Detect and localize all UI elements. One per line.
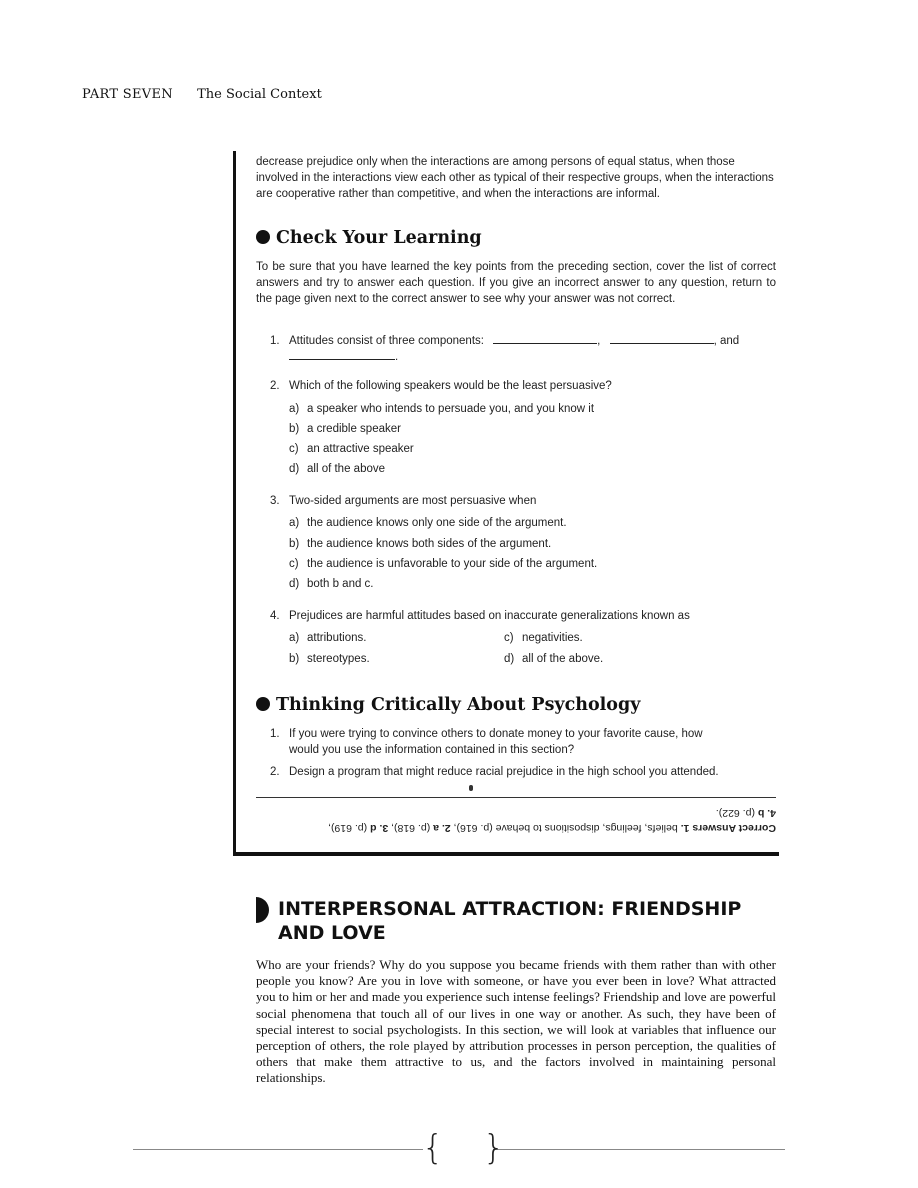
option-text: both b and c. xyxy=(307,578,374,590)
section-heading xyxy=(256,897,786,945)
item-text: would you use the information contained in this section? xyxy=(289,744,575,756)
question-1-line2 xyxy=(289,349,398,365)
item-text: Design a program that might reduce racial prejudice in the high school you attended. xyxy=(289,766,719,778)
answers-line-2 xyxy=(256,805,776,820)
critical-item-2 xyxy=(270,764,719,780)
question-number: 4. xyxy=(270,610,280,622)
option-letter: c) xyxy=(289,558,299,570)
question-number: 3. xyxy=(270,495,280,507)
answer-letter: d xyxy=(370,822,377,834)
option-letter: a) xyxy=(289,517,300,529)
option xyxy=(289,578,374,590)
option-letter: b) xyxy=(289,423,300,435)
option xyxy=(289,558,597,570)
answer-letter: a xyxy=(433,822,439,834)
option-letter: b) xyxy=(289,538,300,550)
option-letter: c) xyxy=(289,443,299,455)
option xyxy=(289,632,366,644)
question-1 xyxy=(270,333,776,349)
answer-number: 1. xyxy=(680,822,690,834)
chapter-title: The Social Context xyxy=(197,87,322,102)
item-text: If you were trying to convince others to donate money to your favorite cause, how xyxy=(289,728,703,740)
option xyxy=(289,653,370,665)
option xyxy=(504,653,603,665)
option-text: the audience knows only one side of the argument. xyxy=(307,517,567,529)
critical-item-1 xyxy=(270,726,703,742)
answer-text: (p. 619), xyxy=(328,822,368,834)
body-paragraph: Who are your friends? Why do you suppose you became friends with them rather than with other people you know? Are you in love with someone, or have you ever been in love? What attracted you to him or her and made you experience such intense feelings? Friendship and love are powerful social phenomena that touch all of our lives in one way or another. As such, they have been of special interest to social psychologists. In this section, we will look at variables that influence our perception of others, the role played by attribution processes in person perception, the qualities of others that make them attractive to us, and the factors involved in maintaining personal relationships. xyxy=(256,957,776,1086)
option xyxy=(289,517,567,529)
question-text: Two-sided arguments are most persuasive when xyxy=(289,495,537,507)
question-text: Which of the following speakers would be the least persuasive? xyxy=(289,380,612,392)
instructions-paragraph: To be sure that you have learned the key points from the preceding section, cover the list of correct answers and try to answer each question. If you give an incorrect answer to any question, return to the page given next to the correct answer to see why your answer was not correct. xyxy=(256,261,776,305)
check-learning-heading xyxy=(256,228,482,248)
heading-text: Thinking Critically About Psychology xyxy=(276,695,641,715)
answers-line-1 xyxy=(256,820,776,835)
correct-answers xyxy=(256,805,776,835)
option-text: all of the above. xyxy=(522,653,604,665)
option-letter: d) xyxy=(504,653,515,665)
question-4 xyxy=(270,608,690,624)
question-number: 2. xyxy=(270,380,280,392)
part-label: PART SEVEN xyxy=(82,87,173,102)
right-brace: } xyxy=(483,1128,505,1168)
item-number: 1. xyxy=(270,728,280,740)
heading-text: Check Your Learning xyxy=(276,228,482,248)
answers-label: Correct Answers xyxy=(692,822,776,834)
bullet-icon xyxy=(256,230,270,244)
running-header xyxy=(82,87,322,102)
option-text: negativities. xyxy=(522,632,583,644)
bullet-icon xyxy=(256,697,270,711)
answer-number: 3. xyxy=(379,822,389,834)
answer-blank xyxy=(493,333,597,344)
option-text: a credible speaker xyxy=(307,423,401,435)
footer-rule-left xyxy=(133,1149,423,1150)
option-text: the audience knows both sides of the argument. xyxy=(307,538,552,550)
option-text: the audience is unfavorable to your side of the argument. xyxy=(307,558,598,570)
option xyxy=(289,403,594,415)
option-letter: b) xyxy=(289,653,300,665)
option-letter: c) xyxy=(504,632,514,644)
option xyxy=(289,463,385,475)
option-text: a speaker who intends to persuade you, and you know it xyxy=(307,403,595,415)
intro-paragraph: decrease prejudice only when the interactions are among persons of equal status, when those involved in the interactions view each other as typical of their respective groups, when the interactions are cooperative rather than competitive, and when the interactions are informal. xyxy=(256,156,774,200)
question-text: Prejudices are harmful attitudes based on inaccurate generalizations known as xyxy=(289,610,690,622)
answer-number: 4. xyxy=(767,807,776,819)
option-letter: a) xyxy=(289,403,300,415)
heading-line-1: INTERPERSONAL ATTRACTION: FRIENDSHIP xyxy=(278,898,742,920)
answer-text: (p. 618), xyxy=(391,822,431,834)
question-number: 1. xyxy=(270,335,280,347)
option xyxy=(289,538,551,550)
footer-rule-right xyxy=(493,1149,785,1150)
separator: . xyxy=(395,351,399,363)
answer-blank xyxy=(289,349,395,360)
separator: , and xyxy=(713,335,740,347)
heading-line-2: AND LOVE xyxy=(278,922,386,944)
option xyxy=(504,632,583,644)
option-text: attributions. xyxy=(307,632,367,644)
option-text: an attractive speaker xyxy=(307,443,414,455)
option xyxy=(289,423,401,435)
thinking-critically-heading xyxy=(256,695,640,715)
option xyxy=(289,443,414,455)
answer-text: (p. 622). xyxy=(715,807,755,819)
option-letter: d) xyxy=(289,463,300,475)
option-text: all of the above xyxy=(307,463,386,475)
answer-text: beliefs, feelings, dispositions to behave (p. 616), xyxy=(453,822,678,834)
separator: , xyxy=(597,335,601,347)
option-letter: a) xyxy=(289,632,300,644)
print-mark xyxy=(469,785,473,791)
question-3 xyxy=(270,493,536,509)
answer-number: 2. xyxy=(441,822,451,834)
question-2 xyxy=(270,378,612,394)
option-text: stereotypes. xyxy=(307,653,370,665)
answer-blank xyxy=(610,333,714,344)
left-brace: { xyxy=(422,1128,444,1168)
answer-letter: b xyxy=(757,807,765,819)
item-number: 2. xyxy=(270,766,280,778)
critical-item-1-line2 xyxy=(289,742,574,758)
option-letter: d) xyxy=(289,578,300,590)
question-text: Attitudes consist of three components: xyxy=(289,335,484,347)
answers-divider xyxy=(256,797,776,798)
